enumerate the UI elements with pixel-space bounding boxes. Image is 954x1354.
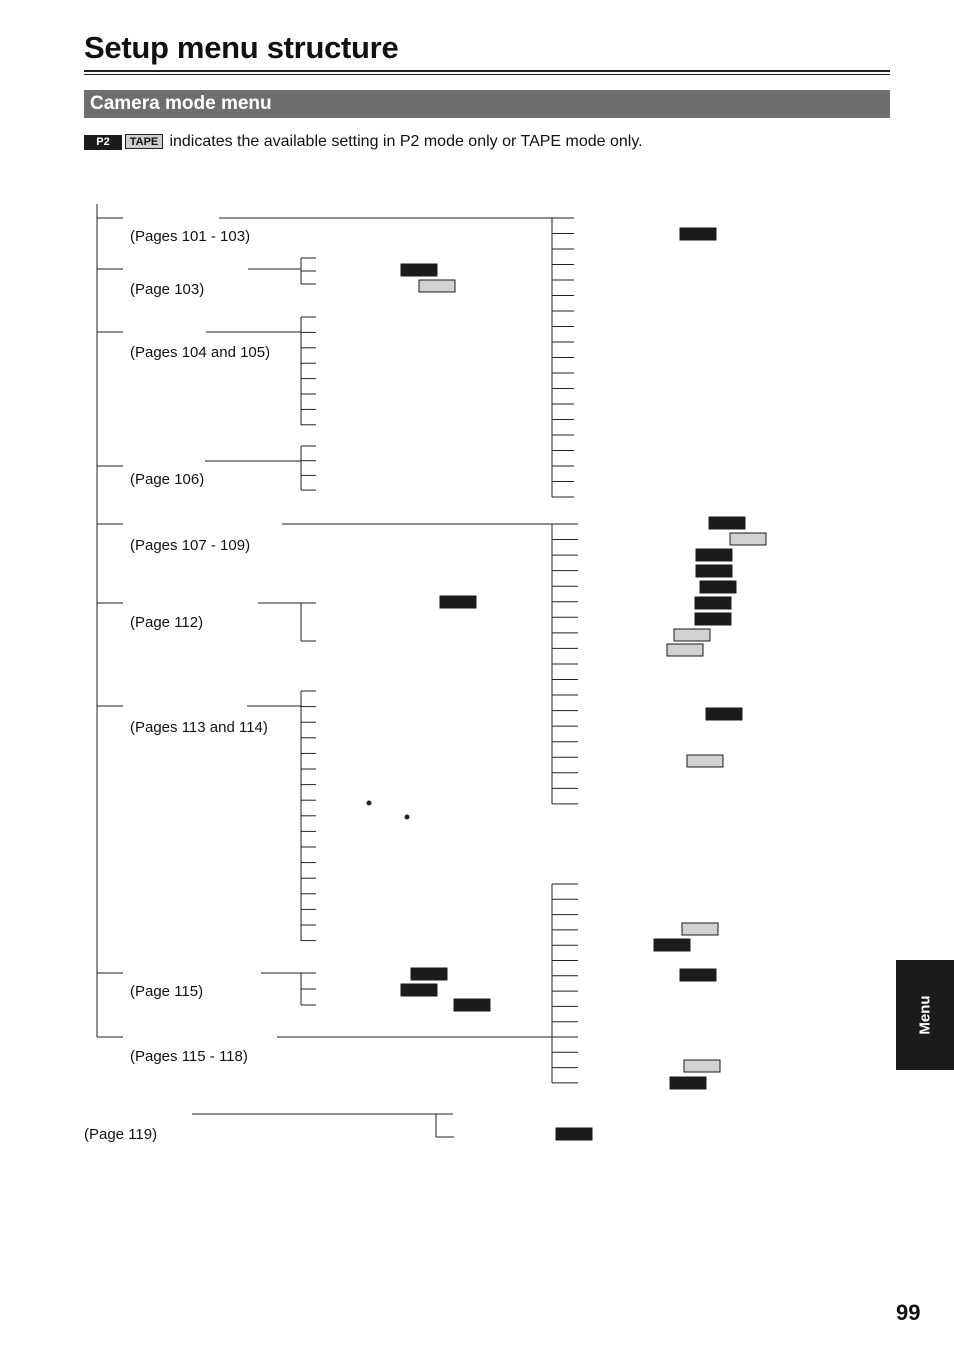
p2-marker bbox=[706, 708, 742, 720]
page-ref-recording-setup: (Pages 107 - 109) bbox=[130, 537, 251, 554]
section-header: Camera mode menu bbox=[84, 90, 890, 118]
p2-marker bbox=[440, 596, 476, 608]
tape-marker bbox=[419, 280, 455, 292]
tape-marker bbox=[667, 644, 703, 656]
p2-marker bbox=[680, 228, 716, 240]
page-number: 99 bbox=[896, 1300, 921, 1325]
menu-side-tab bbox=[896, 960, 954, 1070]
page-ref-options: (Page 119) bbox=[84, 1126, 158, 1143]
tape-marker bbox=[730, 533, 766, 545]
p2-marker bbox=[670, 1077, 706, 1089]
tape-marker bbox=[684, 1060, 720, 1072]
tape-marker bbox=[687, 755, 723, 767]
page-ref-display-setup: (Page 115) bbox=[130, 983, 204, 1000]
bullet-marker bbox=[405, 815, 410, 820]
page-ref-output-setup: (Pages 113 and 114) bbox=[130, 719, 268, 736]
p2-marker bbox=[695, 597, 731, 609]
page-title: Setup menu structure bbox=[84, 30, 399, 65]
page-ref-card-functions: (Pages 115 - 118) bbox=[130, 1048, 248, 1065]
p2-marker bbox=[696, 565, 732, 577]
side-tab-label: Menu bbox=[916, 995, 934, 1035]
tape-marker bbox=[682, 923, 718, 935]
page-ref-audio-setup: (Page 112) bbox=[130, 614, 204, 631]
p2-marker bbox=[700, 581, 736, 593]
p2-marker bbox=[654, 939, 690, 951]
p2-marker bbox=[709, 517, 745, 529]
p2-marker bbox=[401, 264, 437, 276]
page-ref-sw-mode: (Pages 104 and 105) bbox=[130, 344, 271, 361]
page-ref-scene-file: (Page 103) bbox=[130, 281, 205, 298]
page-ref-autosw: (Page 106) bbox=[130, 471, 205, 488]
bullet-marker bbox=[367, 801, 372, 806]
tape-badge: TAPE bbox=[125, 134, 163, 149]
p2-marker bbox=[454, 999, 490, 1011]
p2-marker bbox=[401, 984, 437, 996]
p2-marker bbox=[411, 968, 447, 980]
p2-marker bbox=[696, 549, 732, 561]
p2-badge: P2 bbox=[84, 135, 122, 150]
p2-marker bbox=[680, 969, 716, 981]
legend-text: indicates the available setting in P2 mode only or TAPE mode only. bbox=[169, 133, 643, 150]
page-ref-camera-setup: (Pages 101 - 103) bbox=[130, 228, 251, 245]
p2-marker bbox=[695, 613, 731, 625]
p2-marker bbox=[556, 1128, 592, 1140]
tape-marker bbox=[674, 629, 710, 641]
